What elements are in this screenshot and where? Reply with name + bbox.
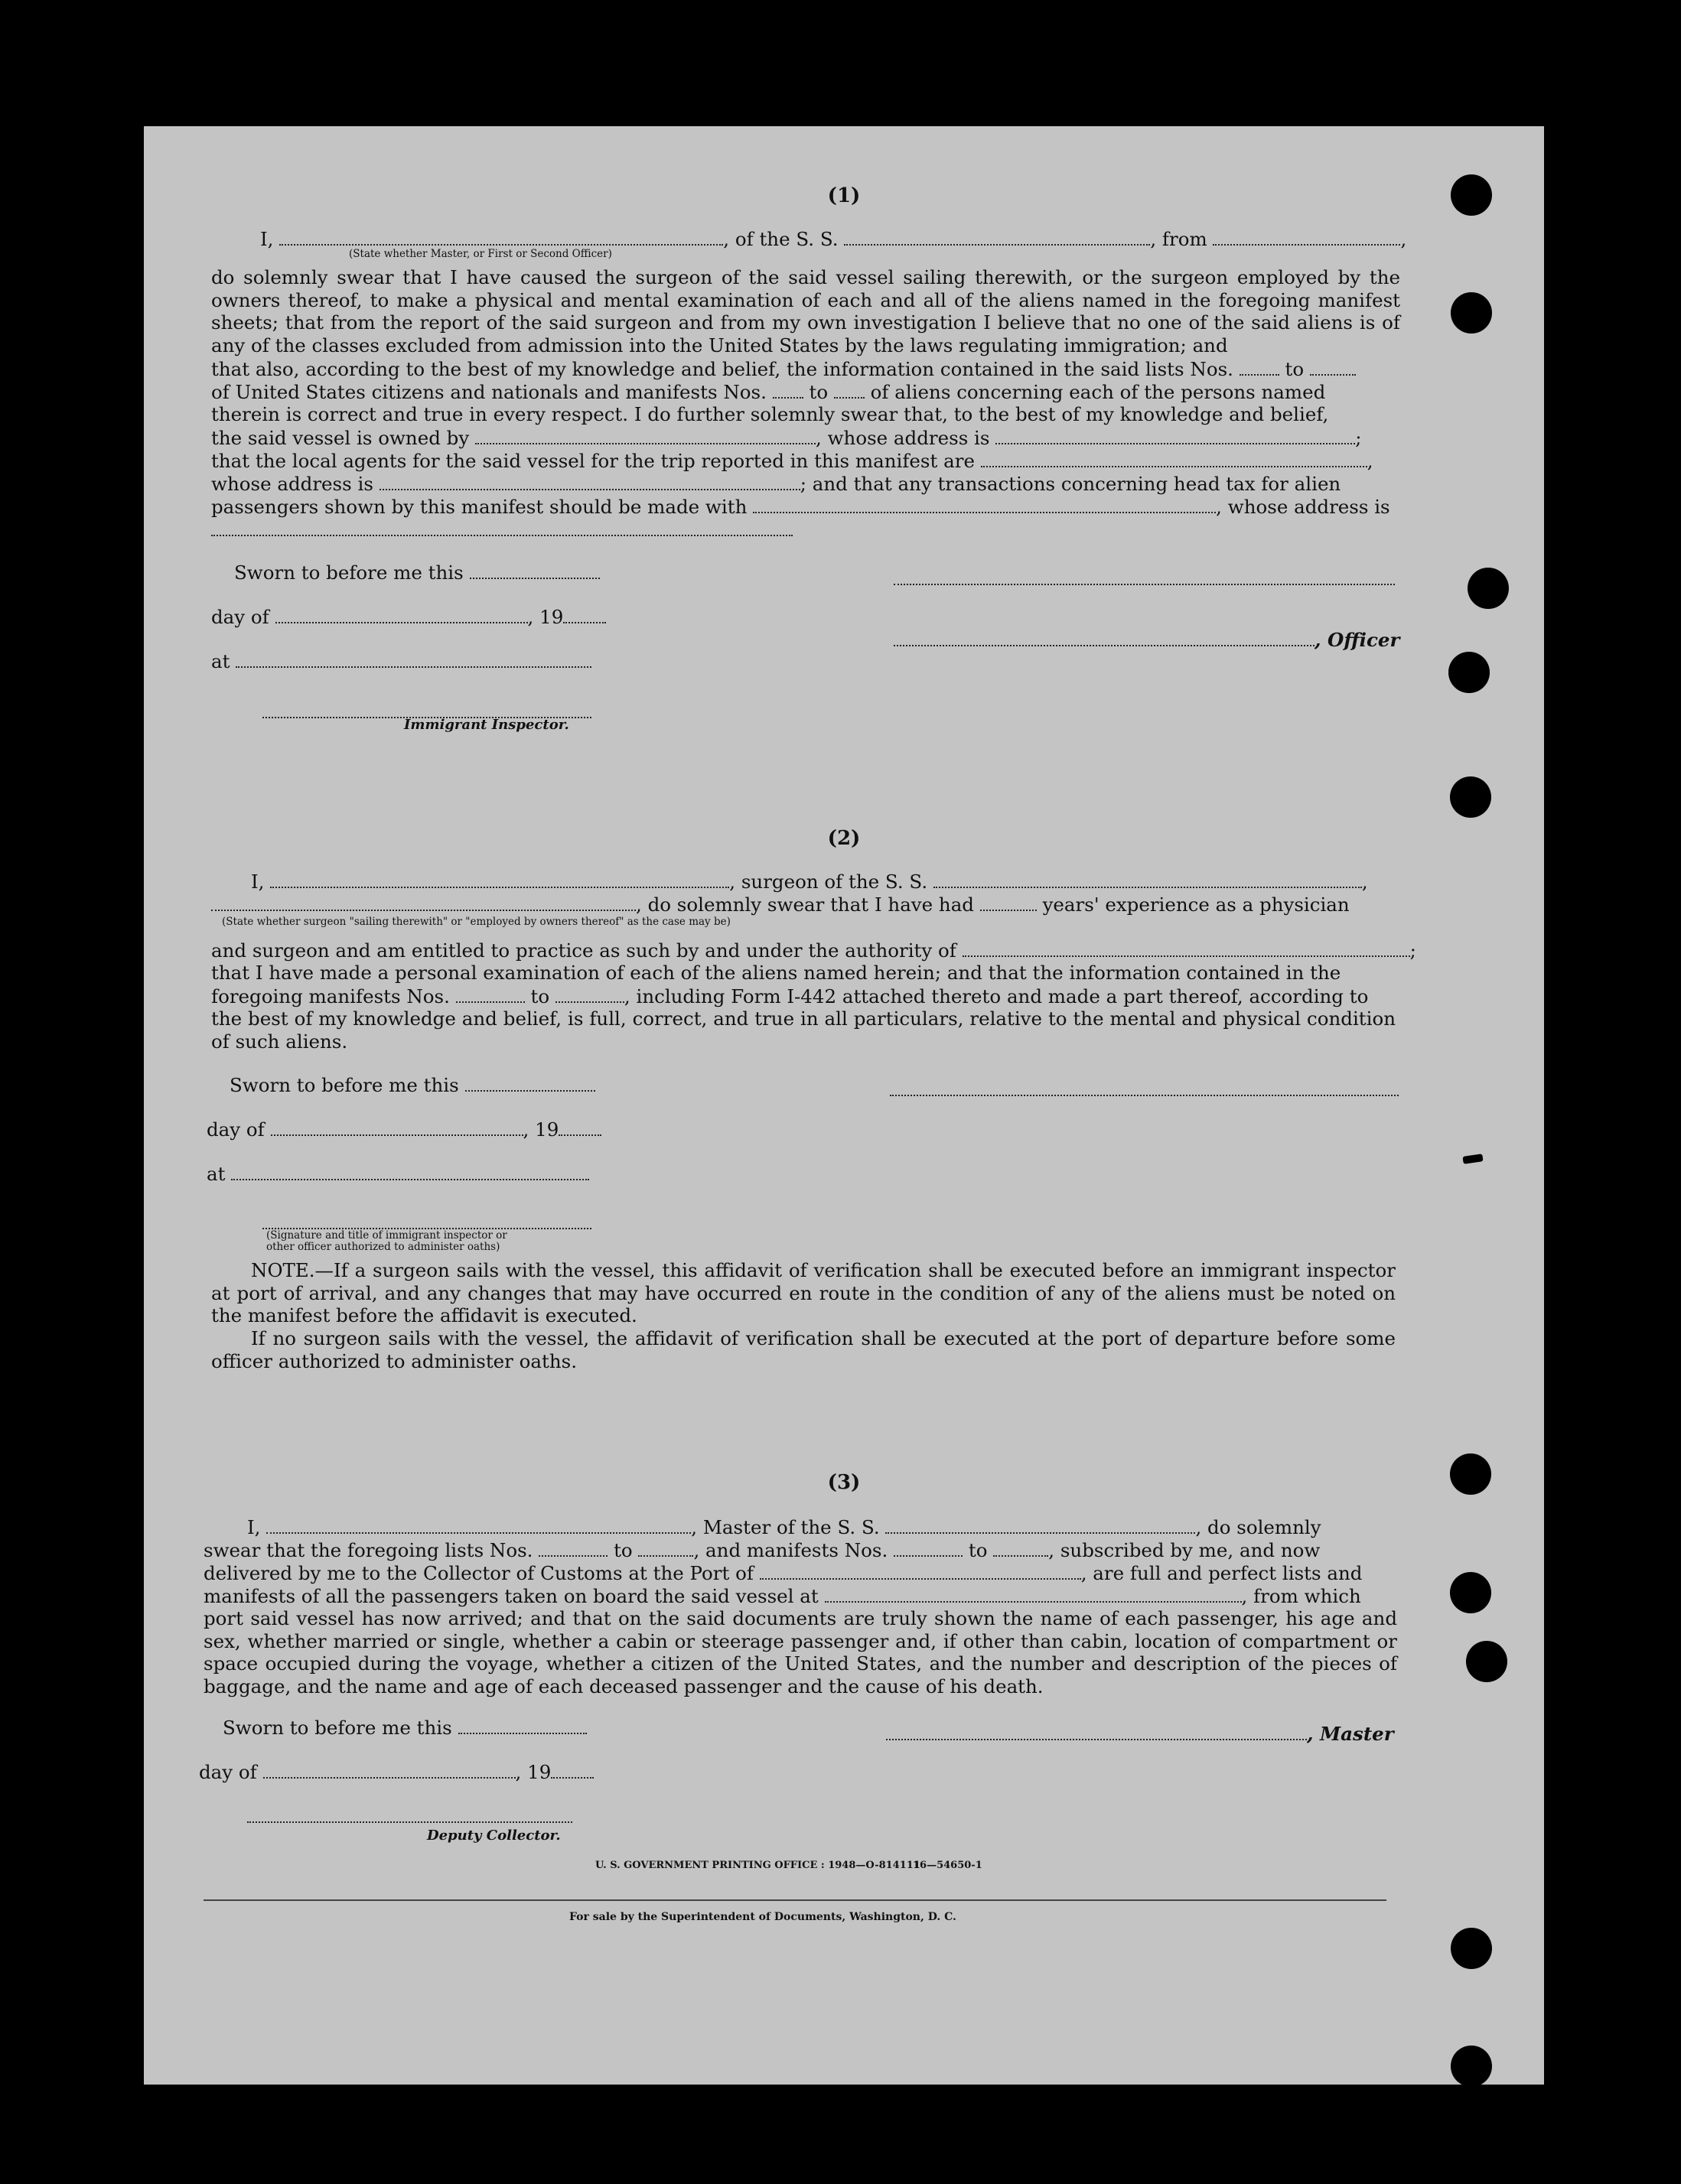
year-field[interactable] [563,605,606,623]
departure-port-field[interactable] [1213,227,1400,246]
section-1-sworn-line: Sworn to before me this [234,561,600,584]
section-1-last-address [211,518,793,542]
section-2-body-a: that I have made a personal examination of each of the aliens named herein; and that the information contained in the [211,962,1341,984]
ship-name-field[interactable] [844,227,1150,246]
authority-field[interactable] [963,939,1410,957]
section-2-manifests-line: foregoing manifests Nos. to , including Form I-442 attached thereto and made a part thereof, according to [211,985,1369,1007]
section-2-body-b: the best of my knowledge and belief, is full, correct, and true in all particulars, relative to the mental and physical condition of such aliens. [211,1007,1396,1053]
month-field[interactable] [275,605,528,623]
section-1-body-b: therein is correct and true in every respect. I do further solemnly swear that, to the best of my knowledge and belief, [211,403,1329,425]
section-3-number: (3) [827,1471,861,1494]
for-sale-note: For sale by the Superintendent of Documents, Washington, D. C. [569,1911,956,1923]
binder-hole [1450,1572,1491,1613]
section-1-number: (1) [827,184,861,207]
section-1-lists-line: that also, according to the best of my knowledge and belief, the information contained in the said lists Nos. to [211,357,1356,381]
signature-note-1: (Signature and title of immigrant inspector or [266,1229,507,1242]
note-paragraph-1: NOTE.—If a surgeon sails with the vessel, this affidavit of verification shall be executed before an immigrant inspector at port of arrival, and any changes that may have occurred en route in the condition of any of the aliens must be noted on the manifest before the affidavit is executed. [211,1259,1396,1326]
section-3-board-line: manifests of all the passengers taken on board the said vessel at , from which [204,1585,1361,1607]
inspector-label: Immigrant Inspector. [404,717,569,733]
s2-signature-field[interactable] [890,1078,1399,1096]
s3-month-field[interactable] [263,1760,516,1779]
boarding-port-field[interactable] [825,1584,1242,1603]
master-label: , Master [1307,1723,1394,1745]
section-2-authority-line: and surgeon and am entitled to practice as such by and under the authority of ; [211,939,1416,962]
head-tax-contact-field[interactable] [753,495,1216,513]
collector-signature-field[interactable] [247,1805,572,1823]
section-1-body-a: do solemnly swear that I have caused the surgeon of the said vessel sailing therewith, or the surgeon employed by the owners thereof, to make a physical and mental examination of each and all of the aliens named in the foregoing manifest sheets; that from the report of the said surgeon and from my own investigation I believe that no one of the said aliens is of any of the classes excluded from admission into the United States by the laws regulating immigration; and [211,266,1400,356]
s3-lists-to-field[interactable] [638,1538,693,1557]
form-page [144,126,1544,2085]
section-3-sworn-line: Sworn to before me this [223,1716,587,1740]
surgeon-note: (State whether surgeon "sailing therewith" or "employed by owners thereof" as the case may be) [222,916,731,928]
s2-inspector-signature-field[interactable] [262,1211,591,1229]
lists-from-field[interactable] [1240,357,1279,376]
section-1-owner-line: the said vessel is owned by , whose address is ; [211,427,1362,449]
lists-to-field[interactable] [1310,357,1356,376]
master-signature-line [886,1722,1394,1746]
s3-year-field[interactable] [551,1760,594,1779]
collector-signature-line [247,1805,572,1828]
surgeon-ship-field[interactable] [933,870,1362,888]
section-3-lists-line: swear that the foregoing lists Nos. to , and manifests Nos. to , subscribed by me, and now [204,1539,1321,1561]
officer-title-field[interactable] [894,628,1315,646]
binder-hole [1451,1928,1492,1969]
s2-signature-line [890,1078,1399,1102]
section-2-number: (2) [827,827,861,850]
vessel-owner-field[interactable] [475,426,816,444]
s3-sworn-date-field[interactable] [458,1716,587,1734]
binder-hole [1468,568,1509,609]
place-field[interactable] [236,649,591,668]
section-2-second-line: , do solemnly swear that I have had years' experience as a physician [211,893,1350,916]
owner-address-field[interactable] [995,426,1355,444]
manifests-to-field[interactable] [834,380,865,399]
from-label: , from [1150,228,1207,250]
manifests-from-field[interactable] [773,380,803,399]
s2-place-field[interactable] [231,1162,589,1180]
s2-sworn-date-field[interactable] [465,1073,595,1092]
s3-lists-from-field[interactable] [539,1538,608,1557]
section-2-first-line: I, , surgeon of the S. S. , [251,871,1368,893]
note-paragraph-2: If no surgeon sails with the vessel, the affidavit of verification shall be executed at the port of departure before some officer authorized to administer oaths. [211,1327,1396,1372]
surgeon-name-field[interactable] [270,870,729,888]
section-3-day-line: day of , 19 [199,1760,594,1784]
s2-manifests-from-field[interactable] [456,985,525,1003]
collector-label: Deputy Collector. [427,1828,561,1844]
section-1-at-line: at [211,649,591,673]
binder-hole [1450,1453,1491,1495]
ss-label: , of the S. S. [723,228,839,250]
binder-hole [1451,174,1492,216]
footer-rule [204,1899,1386,1901]
s2-manifests-to-field[interactable] [555,985,624,1003]
officer-label-line [894,628,1399,652]
section-3-body: port said vessel has now arrived; and that on the said documents are truly shown the name of each passenger, his age and sex, whether married or single, whether a cabin or steerage passenger and, if other than cabin, location of compartment or space occupied during the voyage, whether a citizen of the United States, and the number and description of the pieces of baggage, and the name and age of each deceased passenger and the cause of his death. [204,1607,1397,1697]
binder-hole [1448,652,1490,693]
note-label: NOTE. [251,1259,315,1281]
s2-month-field[interactable] [271,1118,523,1136]
section-1-day-line: day of , 19 [211,605,606,629]
inspector-signature-field[interactable] [262,700,591,718]
binder-hole [1451,292,1492,334]
form-number: 16—54650-1 [913,1860,982,1871]
section-3-port-line: delivered by me to the Collector of Customs at the Port of , are full and perfect lists and [204,1562,1363,1584]
section-2-sworn-line: Sworn to before me this [230,1073,595,1097]
section-1-head-tax-line: passengers shown by this manifest should be made with , whose address is [211,496,1390,518]
section-2-day-line: day of , 19 [207,1118,601,1141]
sworn-date-field[interactable] [470,561,600,579]
s2-year-field[interactable] [559,1118,601,1136]
s3-manifests-to-field[interactable] [993,1538,1048,1557]
binder-hole [1450,776,1491,818]
officer-label: , Officer [1315,629,1400,651]
master-signature-field[interactable] [886,1722,1307,1740]
years-experience-field[interactable] [980,893,1037,911]
section-1-agents-line: that the local agents for the said vessel for the trip reported in this manifest are , [211,450,1373,472]
officer-note: (State whether Master, or First or Second Officer) [349,248,612,260]
section-3-first-line: I, , Master of the S. S. , do solemnly [247,1516,1321,1538]
officer-signature-field[interactable] [894,567,1395,585]
section-1-first-line: I, , of the S. S. , from , [260,228,1407,250]
customs-port-field[interactable] [760,1561,1081,1580]
officer-name-field[interactable] [279,227,723,246]
s3-manifests-from-field[interactable] [894,1538,963,1557]
binder-hole [1466,1641,1507,1682]
printing-office: U. S. GOVERNMENT PRINTING OFFICE : 1948—O-814111 [595,1860,920,1871]
pronoun-label: I, [260,228,274,250]
head-tax-address-field[interactable] [211,518,793,536]
section-1-manifests-line: of United States citizens and nationals and manifests Nos. to of aliens concerning each of the persons named [211,381,1326,403]
surgeon-status-field[interactable] [211,893,636,911]
section-2-at-line: at [207,1162,589,1186]
signature-note-2: other officer authorized to administer oaths) [266,1241,500,1253]
local-agents-field[interactable] [981,449,1367,467]
master-name-field[interactable] [266,1515,691,1534]
binder-hole [1451,2046,1492,2087]
agents-address-field[interactable] [380,472,800,490]
officer-signature-line [894,567,1395,591]
section-1-address-line: whose address is ; and that any transactions concerning head tax for alien [211,473,1341,495]
master-ship-field[interactable] [885,1515,1195,1534]
